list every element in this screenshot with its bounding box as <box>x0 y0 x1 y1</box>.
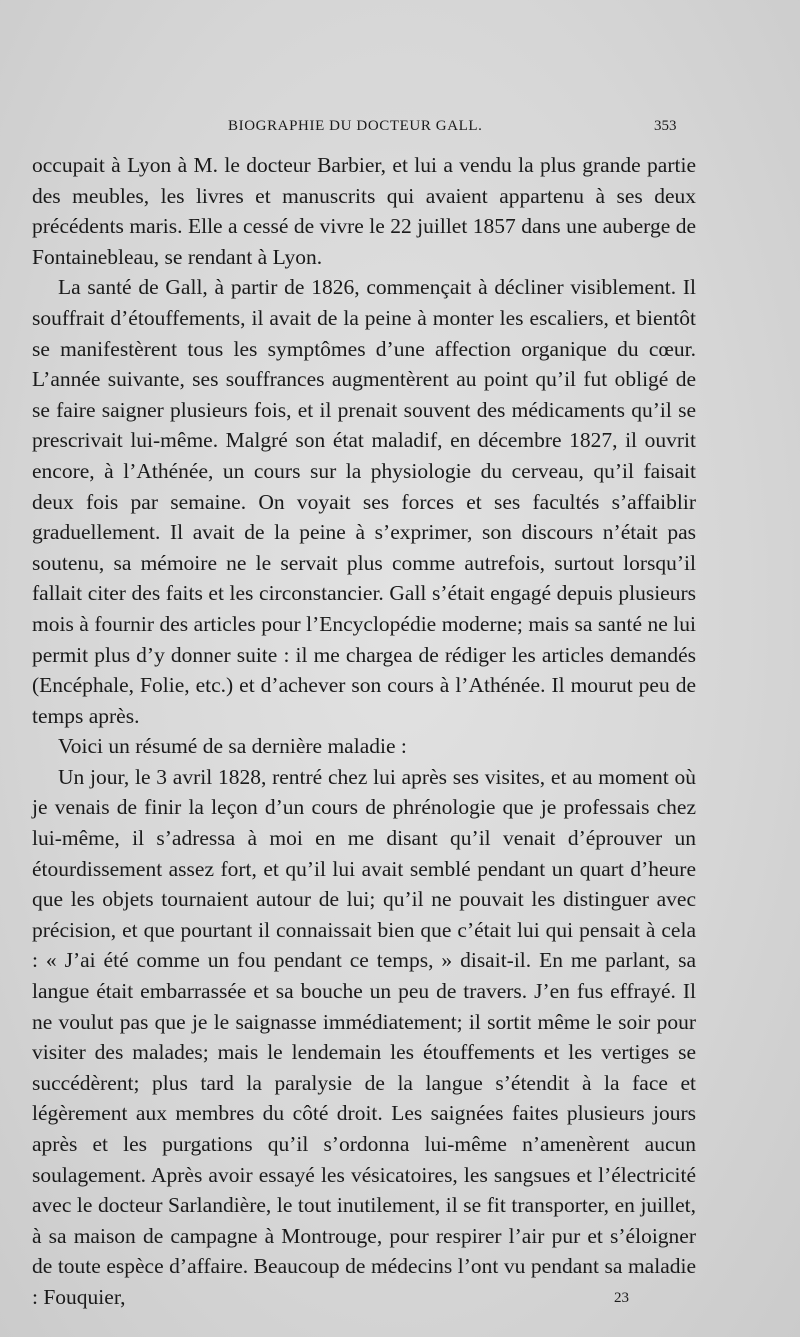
running-title: BIOGRAPHIE DU DOCTEUR GALL. <box>228 118 483 134</box>
signature-mark: 23 <box>614 1290 629 1306</box>
paragraph: Voici un résumé de sa dernière maladie : <box>58 734 407 759</box>
body-text <box>32 150 696 1313</box>
page-number: 353 <box>654 118 677 134</box>
paragraph: Un jour, le 3 avril 1828, rentré chez lui après ses visites, et au moment où je venais de finir la leçon d’un cours de phrénologie que je professais chez lui-même, il s’adressa à moi en me disant qu’il venait d’éprouver un étourdissement assez fort, et qu’il lui avait semblé pendant un quart d’heure que les objets tournaient autour de lui; qu’il ne pouvait les distinguer avec précision, et que pourtant il connaissait bien que c’était lui qui pensait à cela : « J’ai été comme un fou pendant ce temps, » disait-il. En me parlant, sa langue était embarrassée et sa bouche un peu de travers. J’en fus effrayé. Il ne voulut pas que je le saignasse immédiatement; il sortit même le soir pour visiter des malades; mais le lendemain les étouffements et les vertiges se succédèrent; plus tard la paralysie de la langue s’étendit à la face et légèrement aux membres du côté droit. Les saignées faites plusieurs jours après et les purgations qu’il s’ordonna lui-même n’amenèrent aucun soulagement. Après avoir essayé les vésicatoires, les sangsues et l’électricité avec le docteur Sarlandière, le tout inutilement, il se fit transporter, en juillet, à sa maison de campagne à Montrouge, pour respirer l’air pur et s’éloigner de toute espèce d’affaire. Beaucoup de médecins l’ont vu pendant sa maladie : Fouquier, <box>32 764 696 1309</box>
page-header <box>0 118 800 140</box>
paragraph: occupait à Lyon à M. le docteur Barbier, et lui a vendu la plus grande partie des meubles, les livres et manuscrits qui avaient appartenu à ses deux précédents maris. Elle a cessé de vivre le 22 juillet 1857 dans une auberge de Fontainebleau, se rendant à Lyon. <box>32 153 696 269</box>
paragraph: La santé de Gall, à partir de 1826, commençait à décliner visiblement. Il souffrait d’étouffements, il avait de la peine à monter les escaliers, et bientôt se manifestèrent tous les symptômes d’une affection organique du cœur. L’année suivante, ses souffrances augmentèrent au point qu’il fut obligé de se faire saigner plusieurs fois, et il prenait souvent des médicaments qu’il se prescrivait lui-même. Malgré son état maladif, en décembre 1827, il ouvrit encore, à l’Athénée, un cours sur la physiologie du cerveau, qu’il faisait deux fois par semaine. On voyait ses forces et ses facultés s’affaiblir graduellement. Il avait de la peine à s’exprimer, son discours n’était pas soutenu, sa mémoire ne le servait plus comme autrefois, surtout lorsqu’il fallait citer des faits et les circonstancier. Gall s’était engagé depuis plusieurs mois à fournir des articles pour l’Encyclopédie moderne; mais sa santé ne lui permit plus d’y donner suite : il me chargea de rédiger les articles demandés (Encéphale, Folie, etc.) et d’achever son cours à l’Athénée. Il mourut peu de temps après. <box>32 275 696 728</box>
